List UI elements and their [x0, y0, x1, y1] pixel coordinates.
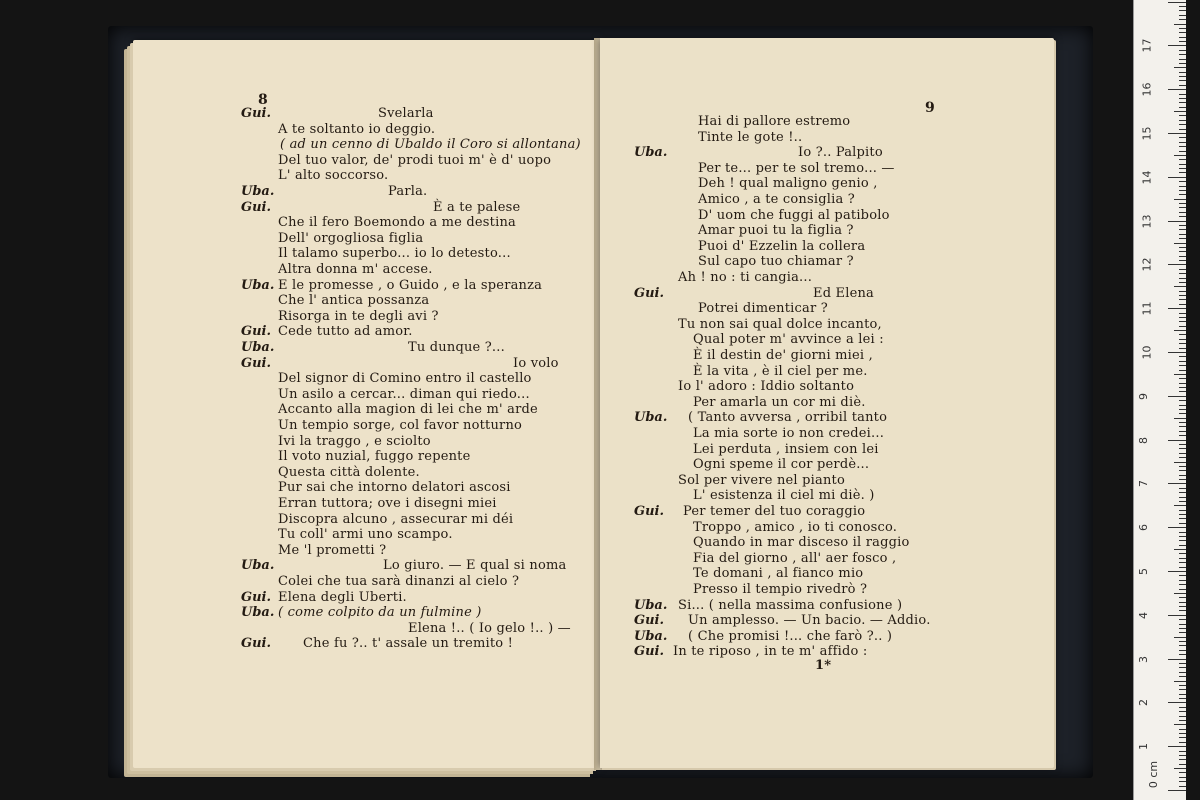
verse-line: Un tempio sorge, col favor notturno	[278, 418, 523, 433]
ruler-tick	[1168, 45, 1186, 46]
signature-mark: 1*	[815, 658, 832, 673]
ruler-tick	[1179, 786, 1186, 787]
ruler-tick	[1179, 273, 1186, 274]
ruler-tick	[1179, 514, 1186, 515]
verse-line: Il talamo superbo... io lo detesto...	[278, 246, 511, 262]
ruler-tick	[1179, 107, 1186, 108]
ruler-tick	[1179, 685, 1186, 686]
verse-line: Ed Elena	[813, 285, 875, 301]
ruler-tick	[1179, 151, 1186, 152]
ruler-tick	[1174, 418, 1186, 419]
ruler-tick	[1179, 624, 1186, 625]
verse-line: Del tuo valor, de' prodi tuoi m' è d' uopo	[278, 152, 552, 168]
speaker-label: Uba.	[241, 184, 275, 199]
verse-line: Tu dunque ?...	[408, 340, 505, 355]
ruler-tick	[1179, 291, 1186, 292]
ruler-tick	[1168, 177, 1186, 178]
ruler-tick	[1168, 440, 1186, 441]
verse-line: Lei perduta , insiem con lei	[693, 441, 879, 457]
ruler-tick	[1174, 549, 1186, 550]
ruler-tick	[1179, 361, 1186, 362]
ruler-tick	[1179, 234, 1186, 235]
ruler-tick	[1179, 216, 1186, 217]
ruler-tick	[1179, 6, 1186, 7]
ruler-tick	[1179, 282, 1186, 283]
speaker-label: Uba.	[241, 277, 275, 293]
ruler-tick	[1179, 540, 1186, 541]
ruler-tick	[1168, 790, 1186, 791]
ruler-tick	[1179, 457, 1186, 458]
ruler-tick	[1179, 751, 1186, 752]
ruler-tick	[1179, 378, 1186, 379]
ruler-tick	[1179, 553, 1186, 554]
ruler-tick	[1179, 466, 1186, 467]
ruler-tick	[1179, 575, 1186, 576]
speaker-label: Gui.	[241, 589, 272, 605]
speaker-label: Gui.	[634, 613, 665, 629]
ruler-tick	[1168, 746, 1186, 747]
ruler-tick	[1179, 654, 1186, 655]
verse-line: Troppo , amico , io ti conosco.	[693, 519, 898, 535]
ruler-tick	[1179, 781, 1186, 782]
ruler-tick	[1179, 532, 1186, 533]
verse-line: Altra donna m' accese.	[278, 262, 433, 277]
verse-line: Tinte le gote !..	[698, 129, 803, 145]
ruler-tick	[1179, 479, 1186, 480]
ruler-number: 5	[1137, 568, 1150, 575]
ruler-number: 17	[1140, 38, 1154, 53]
ruler-tick	[1179, 772, 1186, 773]
ruler-tick	[1179, 632, 1186, 633]
ruler-tick	[1179, 181, 1186, 182]
verse-line: La mia sorte io non credei...	[693, 426, 885, 441]
left-page	[133, 40, 599, 768]
ruler-tick	[1179, 304, 1186, 305]
ruler-tick	[1179, 278, 1186, 279]
ruler-tick	[1179, 50, 1186, 51]
ruler-tick	[1174, 24, 1186, 25]
ruler-tick	[1179, 317, 1186, 318]
ruler-tick	[1179, 435, 1186, 436]
verse-line: Ogni speme il cor perdè...	[693, 457, 870, 473]
verse-line: Pur sai che intorno delatori ascosi	[278, 480, 511, 496]
ruler-tick	[1168, 221, 1186, 222]
ruler-tick	[1179, 413, 1186, 414]
ruler-tick	[1179, 645, 1186, 646]
verse-line: Me 'l prometti ?	[278, 542, 387, 558]
ruler-tick	[1179, 146, 1186, 147]
ruler-tick	[1179, 321, 1186, 322]
ruler-number: 3	[1137, 655, 1150, 663]
ruler-tick	[1179, 764, 1186, 765]
ruler-tick	[1168, 571, 1186, 572]
ruler-tick	[1168, 352, 1186, 353]
verse-line: Potrei dimenticar ?	[698, 301, 828, 317]
ruler-tick	[1174, 286, 1186, 287]
ruler-tick	[1179, 562, 1186, 563]
ruler-tick	[1179, 650, 1186, 651]
ruler-tick	[1179, 295, 1186, 296]
verse-line: Erran tuttora; ove i disegni miei	[278, 496, 497, 511]
verse-line: Te domani , al fianco mio	[693, 566, 864, 582]
ruler-tick	[1179, 102, 1186, 103]
ruler-tick	[1179, 28, 1186, 29]
ruler-tick	[1179, 733, 1186, 734]
verse-line: Hai di pallore estremo	[698, 114, 851, 129]
ruler-number: 15	[1140, 126, 1154, 141]
ruler-tick	[1174, 111, 1186, 112]
verse-line: Deh ! qual maligno genio ,	[698, 176, 878, 192]
verse-line: A te soltanto io deggio.	[278, 121, 436, 137]
ruler-tick	[1179, 124, 1186, 125]
measuring-ruler	[1133, 0, 1186, 800]
ruler-tick	[1179, 356, 1186, 357]
ruler-number: 8	[1137, 436, 1150, 444]
ruler-tick	[1179, 698, 1186, 699]
ruler-tick	[1168, 89, 1186, 90]
right-page-number: 9	[925, 100, 935, 116]
ruler-tick	[1179, 76, 1186, 77]
ruler-tick	[1168, 527, 1186, 528]
ruler-tick	[1179, 580, 1186, 581]
ruler-tick	[1168, 615, 1186, 616]
speaker-label: Gui.	[241, 106, 272, 121]
ruler-tick	[1179, 186, 1186, 187]
ruler-tick	[1179, 365, 1186, 366]
speaker-label: Uba.	[634, 597, 668, 613]
ruler-tick	[1179, 492, 1186, 493]
ruler-tick	[1179, 729, 1186, 730]
ruler-tick	[1179, 203, 1186, 204]
left-page-number: 8	[258, 92, 268, 108]
ruler-tick	[1179, 610, 1186, 611]
verse-line: Un amplesso. — Un bacio. — Addio.	[688, 613, 931, 629]
ruler-tick	[1179, 510, 1186, 511]
ruler-tick	[1174, 199, 1186, 200]
verse-line: Amar puoi tu la figlia ?	[698, 223, 854, 239]
ruler-tick	[1179, 694, 1186, 695]
ruler-tick	[1179, 194, 1186, 195]
ruler-tick	[1179, 488, 1186, 489]
ruler-tick	[1179, 707, 1186, 708]
verse-line: Risorga in te degli avi ?	[278, 308, 439, 324]
ruler-tick	[1179, 326, 1186, 327]
ruler-tick	[1179, 168, 1186, 169]
ruler-tick	[1179, 606, 1186, 607]
ruler-tick	[1179, 19, 1186, 20]
verse-line: Discopra alcuno , assecurar mi déi	[278, 511, 514, 527]
ruler-tick	[1179, 391, 1186, 392]
ruler-tick	[1179, 676, 1186, 677]
ruler-tick	[1179, 207, 1186, 208]
verse-line: Dell' orgogliosa figlia	[278, 230, 424, 246]
ruler-tick	[1179, 256, 1186, 257]
ruler-tick	[1179, 225, 1186, 226]
ruler-tick	[1179, 32, 1186, 33]
ruler-tick	[1179, 59, 1186, 60]
ruler-tick	[1168, 659, 1186, 660]
ruler-tick	[1179, 716, 1186, 717]
verse-line: Lo giuro. — E qual si noma	[383, 558, 567, 574]
verse-line: Tu coll' armi uno scampo.	[278, 527, 453, 543]
ruler-tick	[1179, 405, 1186, 406]
ruler-number: 13	[1140, 214, 1154, 229]
ruler-tick	[1179, 251, 1186, 252]
ruler-tick	[1179, 129, 1186, 130]
ruler-number: 12	[1140, 257, 1154, 272]
ruler-tick	[1179, 755, 1186, 756]
ruler-tick	[1179, 10, 1186, 11]
ruler-tick	[1179, 41, 1186, 42]
ruler-tick	[1179, 641, 1186, 642]
speaker-label: Uba.	[241, 340, 275, 355]
ruler-unit-label: 0 cm	[1147, 760, 1161, 789]
verse-line: Tu non sai qual dolce incanto,	[678, 316, 882, 332]
ruler-tick	[1179, 663, 1186, 664]
ruler-tick	[1174, 593, 1186, 594]
ruler-tick	[1174, 724, 1186, 725]
ruler-tick	[1168, 308, 1186, 309]
verse-line: Io ?.. Palpito	[798, 145, 883, 161]
ruler-tick	[1179, 370, 1186, 371]
ruler-tick	[1179, 339, 1186, 340]
verse-line: È il destin de' giorni miei ,	[693, 348, 873, 363]
ruler-tick	[1179, 711, 1186, 712]
ruler-tick	[1179, 742, 1186, 743]
verse-line: ( come colpito da un fulmine )	[278, 605, 482, 621]
ruler-tick	[1179, 448, 1186, 449]
ruler-tick	[1179, 558, 1186, 559]
verse-line: Il voto nuzial, fuggo repente	[278, 449, 471, 465]
ruler-tick	[1174, 462, 1186, 463]
speaker-label: Uba.	[241, 605, 275, 621]
verse-line: Colei che tua sarà dinanzi al cielo ?	[278, 574, 520, 589]
verse-line: Del signor di Comino entro il castello	[278, 371, 532, 387]
verse-line: Per temer del tuo coraggio	[683, 504, 866, 519]
ruler-tick	[1174, 330, 1186, 331]
ruler-tick	[1179, 334, 1186, 335]
speaker-label: Uba.	[634, 628, 668, 644]
ruler-tick	[1179, 54, 1186, 55]
speaker-label: Gui.	[241, 636, 272, 652]
verse-line: Parla.	[388, 184, 428, 199]
ruler-tick	[1179, 142, 1186, 143]
ruler-number: 6	[1137, 524, 1150, 532]
verse-line: Che il fero Boemondo a me destina	[278, 215, 516, 231]
ruler-tick	[1179, 238, 1186, 239]
ruler-tick	[1179, 164, 1186, 165]
ruler-tick	[1179, 689, 1186, 690]
verse-line: Si... ( nella massima confusione )	[678, 597, 903, 613]
speaker-label: Gui.	[634, 285, 665, 301]
ruler-tick	[1179, 260, 1186, 261]
verse-line: Sul capo tuo chiamar ?	[698, 254, 854, 270]
ruler-tick	[1179, 628, 1186, 629]
ruler-tick	[1168, 2, 1186, 3]
ruler-tick	[1174, 681, 1186, 682]
verse-line: Io l' adoro : Iddio soltanto	[678, 379, 855, 395]
ruler-number: 16	[1140, 82, 1154, 97]
ruler-tick	[1179, 475, 1186, 476]
ruler-number: 7	[1137, 480, 1150, 488]
ruler-tick	[1179, 94, 1186, 95]
ruler-tick	[1179, 313, 1186, 314]
ruler-tick	[1179, 63, 1186, 64]
ruler-tick	[1179, 80, 1186, 81]
ruler-tick	[1174, 243, 1186, 244]
verse-line: L' alto soccorso.	[278, 168, 389, 184]
verse-line: Puoi d' Ezzelin la collera	[698, 238, 866, 254]
ruler-tick	[1174, 374, 1186, 375]
ruler-tick	[1179, 190, 1186, 191]
ruler-tick	[1179, 159, 1186, 160]
verse-line: ( Tanto avversa , orribil tanto	[688, 410, 888, 426]
ruler-number: 2	[1137, 699, 1150, 707]
ruler-tick	[1179, 453, 1186, 454]
ruler-tick	[1179, 589, 1186, 590]
ruler-tick	[1179, 444, 1186, 445]
ruler-tick	[1179, 737, 1186, 738]
verse-line: Io volo	[513, 355, 559, 371]
verse-line: Questa città dolente.	[278, 464, 420, 480]
verse-line: ( Che promisi !... che farò ?.. )	[688, 628, 893, 644]
ruler-tick	[1168, 483, 1186, 484]
verse-line: Sol per vivere nel pianto	[678, 472, 845, 488]
right-page	[600, 38, 1054, 768]
ruler-number: 9	[1137, 392, 1150, 400]
ruler-tick	[1179, 247, 1186, 248]
ruler-tick	[1179, 85, 1186, 86]
ruler-tick	[1179, 387, 1186, 388]
verse-line: Cede tutto ad amor.	[278, 324, 413, 340]
ruler-tick	[1179, 619, 1186, 620]
ruler-tick	[1179, 72, 1186, 73]
ruler-tick	[1179, 759, 1186, 760]
ruler-tick	[1179, 115, 1186, 116]
ruler-tick	[1174, 155, 1186, 156]
speaker-label: Gui.	[241, 199, 272, 215]
speaker-label: Gui.	[241, 324, 272, 340]
ruler-tick	[1179, 422, 1186, 423]
ruler-tick	[1179, 98, 1186, 99]
ruler-tick	[1179, 426, 1186, 427]
ruler-tick	[1174, 637, 1186, 638]
verse-line: D' uom che fuggi al patibolo	[698, 207, 890, 223]
ruler-tick	[1179, 720, 1186, 721]
verse-line: L' esistenza il ciel mi diè. )	[693, 488, 875, 504]
ruler-tick	[1168, 133, 1186, 134]
ruler-tick	[1168, 702, 1186, 703]
ruler-tick	[1179, 584, 1186, 585]
speaker-label: Gui.	[634, 504, 665, 519]
ruler-tick	[1179, 470, 1186, 471]
ruler-tick	[1179, 343, 1186, 344]
ruler-number: 1	[1137, 743, 1150, 751]
ruler-tick	[1174, 505, 1186, 506]
ruler-tick	[1168, 396, 1186, 397]
ruler-tick	[1179, 120, 1186, 121]
ruler-tick	[1179, 172, 1186, 173]
ruler-tick	[1179, 672, 1186, 673]
verse-line: Elena degli Uberti.	[278, 589, 407, 605]
ruler-tick	[1179, 545, 1186, 546]
ruler-tick	[1174, 67, 1186, 68]
ruler-number: 4	[1137, 611, 1150, 619]
verse-line: Che fu ?.. t' assale un tremito !	[303, 636, 514, 652]
ruler-tick	[1179, 667, 1186, 668]
verse-line: È la vita , è il ciel per me.	[693, 363, 868, 379]
ruler-tick	[1179, 212, 1186, 213]
ruler-tick	[1179, 497, 1186, 498]
ruler-tick	[1179, 348, 1186, 349]
ruler-tick	[1179, 383, 1186, 384]
ruler-tick	[1179, 567, 1186, 568]
verse-line: Accanto alla magion di lei che m' arde	[278, 402, 538, 418]
verse-line: Svelarla	[378, 106, 434, 121]
verse-line: Ah ! no : ti cangia...	[678, 270, 813, 285]
speaker-label: Gui.	[634, 644, 665, 660]
ruler-tick	[1179, 400, 1186, 401]
ruler-number: 10	[1140, 345, 1154, 360]
speaker-label: Uba.	[634, 410, 668, 426]
ruler-tick	[1179, 777, 1186, 778]
verse-line: Un asilo a cercar... diman qui riedo...	[278, 386, 530, 402]
ruler-tick	[1179, 518, 1186, 519]
speaker-label: Uba.	[634, 145, 668, 161]
ruler-tick	[1179, 523, 1186, 524]
ruler-tick	[1179, 501, 1186, 502]
ruler-tick	[1179, 536, 1186, 537]
verse-line: Ivi la traggo , e sciolto	[278, 433, 431, 449]
verse-line: Amico , a te consiglia ?	[698, 192, 855, 207]
verse-line: ( ad un cenno di Ubaldo il Coro si allontana)	[280, 137, 581, 153]
verse-line: E le promesse , o Guido , e la speranza	[278, 277, 543, 293]
verse-line: Qual poter m' avvince a lei :	[693, 332, 884, 348]
verse-line: Fia del giorno , all' aer fosco ,	[693, 550, 897, 566]
verse-line: In te riposo , in te m' affido :	[673, 644, 868, 660]
speaker-label: Gui.	[241, 355, 272, 371]
ruler-tick	[1179, 597, 1186, 598]
ruler-tick	[1179, 299, 1186, 300]
ruler-tick	[1179, 602, 1186, 603]
verse-line: Quando in mar disceso il raggio	[693, 535, 910, 551]
ruler-number: 14	[1140, 170, 1154, 185]
ruler-tick	[1179, 15, 1186, 16]
verse-line: È a te palese	[433, 199, 521, 215]
verse-line: Per amarla un cor mi diè.	[693, 394, 866, 410]
ruler-number: 11	[1140, 301, 1154, 316]
verse-line: Per te... per te sol tremo... —	[698, 160, 895, 176]
speaker-label: Uba.	[241, 558, 275, 574]
verse-line: Presso il tempio rivedrò ?	[693, 582, 868, 597]
ruler-tick	[1168, 264, 1186, 265]
ruler-tick	[1179, 137, 1186, 138]
verse-line: Elena !.. ( Io gelo !.. ) —	[408, 620, 571, 636]
ruler-tick	[1179, 409, 1186, 410]
verse-line: Che l' antica possanza	[278, 293, 430, 309]
ruler-tick	[1179, 431, 1186, 432]
ruler-tick	[1179, 37, 1186, 38]
ruler-tick	[1179, 229, 1186, 230]
ruler-tick	[1179, 269, 1186, 270]
ruler-tick	[1174, 768, 1186, 769]
